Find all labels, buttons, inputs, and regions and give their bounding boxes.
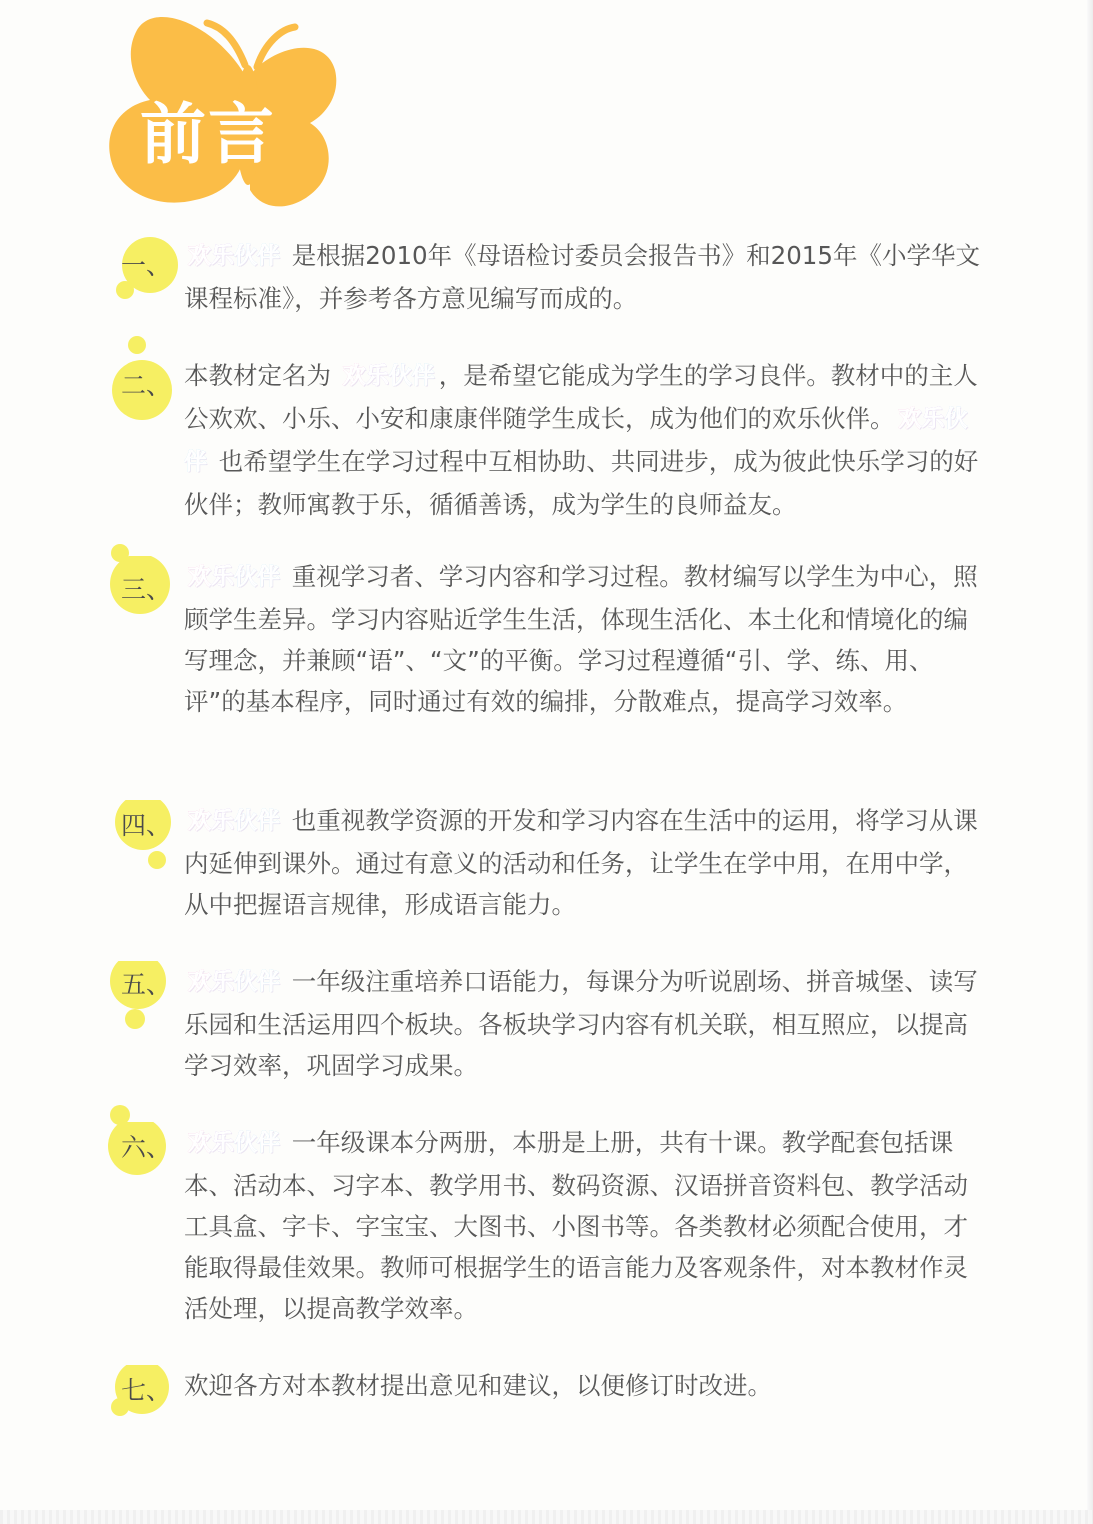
bullet-marker-6: 六、	[105, 1122, 185, 1192]
brand-logo: 欢乐伙伴	[184, 808, 284, 834]
dot-icon	[107, 1100, 137, 1130]
bullet-marker-1: 一、	[105, 232, 185, 302]
brand-logo: 欢乐伙伴	[339, 363, 439, 389]
dot-icon	[125, 330, 155, 360]
paragraph-6: 欢乐伙伴 一年级课本分两册，本册是上册，共有十课。教学配套包括课本、活动本、习字本、教学用书、数码资源、汉语拼音资料包、教学活动工具盒、字卡、字宝宝、大图书、小图书等。各类教材必须配合使用，才能取得最佳效果。教师可根据学生的语言能力及客观条件，对本教材作灵活处理，以提高教学效率。	[184, 1128, 968, 1323]
paragraph-3: 欢乐伙伴 重视学习者、学习内容和学习过程。教材编写以学生为中心，照顾学生差异。学习内容贴近学生生活，体现生活化、本土化和情境化的编写理念，并兼顾“语”、“文”的平衡。学习过程遵循“引、学、练、用、评”的基本程序，同时通过有效的编排，分散难点，提高学习效率。	[184, 562, 978, 716]
paragraph-4: 欢乐伙伴 也重视教学资源的开发和学习内容在生活中的运用，将学习从课内延伸到课外。通过有意义的活动和任务，让学生在学中用，在用中学，从中把握语言规律，形成语言能力。	[184, 806, 978, 919]
brand-logo: 欢乐伙伴	[184, 564, 284, 590]
bullet-marker-5: 五、	[105, 961, 185, 1031]
brand-logo: 欢乐伙伴	[184, 243, 284, 269]
page-title: 前言	[140, 96, 276, 173]
bullet-marker-4: 四、	[105, 800, 185, 870]
paragraph-1: 欢乐伙伴 是根据2010年《母语检讨委员会报告书》和2015年《小学华文课程标准》，并参考各方意见编写而成的。	[184, 241, 980, 313]
bullet-marker-3: 三、	[105, 556, 185, 626]
scan-edge-bottom	[0, 1510, 1093, 1524]
paragraph-2: 本教材定名为 欢乐伙伴 ，是希望它能成为学生的学习良伴。教材中的主人公欢欢、小乐、小安和康康伴随学生成长，成为他们的欢乐伙伴。 欢乐伙伴 也希望学生在学习过程中互相协助、共同进步，成为彼此快乐学习的好伙伴；教师寓教于乐，循循善诱，成为学生的良师益友。	[184, 361, 979, 519]
brand-logo: 欢乐伙伴	[184, 969, 284, 995]
dot-icon	[107, 540, 137, 570]
paragraph-7: 欢迎各方对本教材提出意见和建议，以便修订时改进。	[184, 1371, 772, 1400]
scan-edge-right	[1087, 0, 1093, 1524]
brand-logo: 欢乐伙伴	[184, 1130, 284, 1156]
bullet-marker-7: 七、	[105, 1365, 185, 1435]
bullet-marker-2: 二、	[105, 352, 185, 422]
brand-logo: 欢乐伙伴	[184, 406, 968, 475]
paragraph-5: 欢乐伙伴 一年级注重培养口语能力，每课分为听说剧场、拼音城堡、读写乐园和生活运用四个板块。各板块学习内容有机关联，相互照应，以提高学习效率，巩固学习成果。	[184, 967, 978, 1080]
